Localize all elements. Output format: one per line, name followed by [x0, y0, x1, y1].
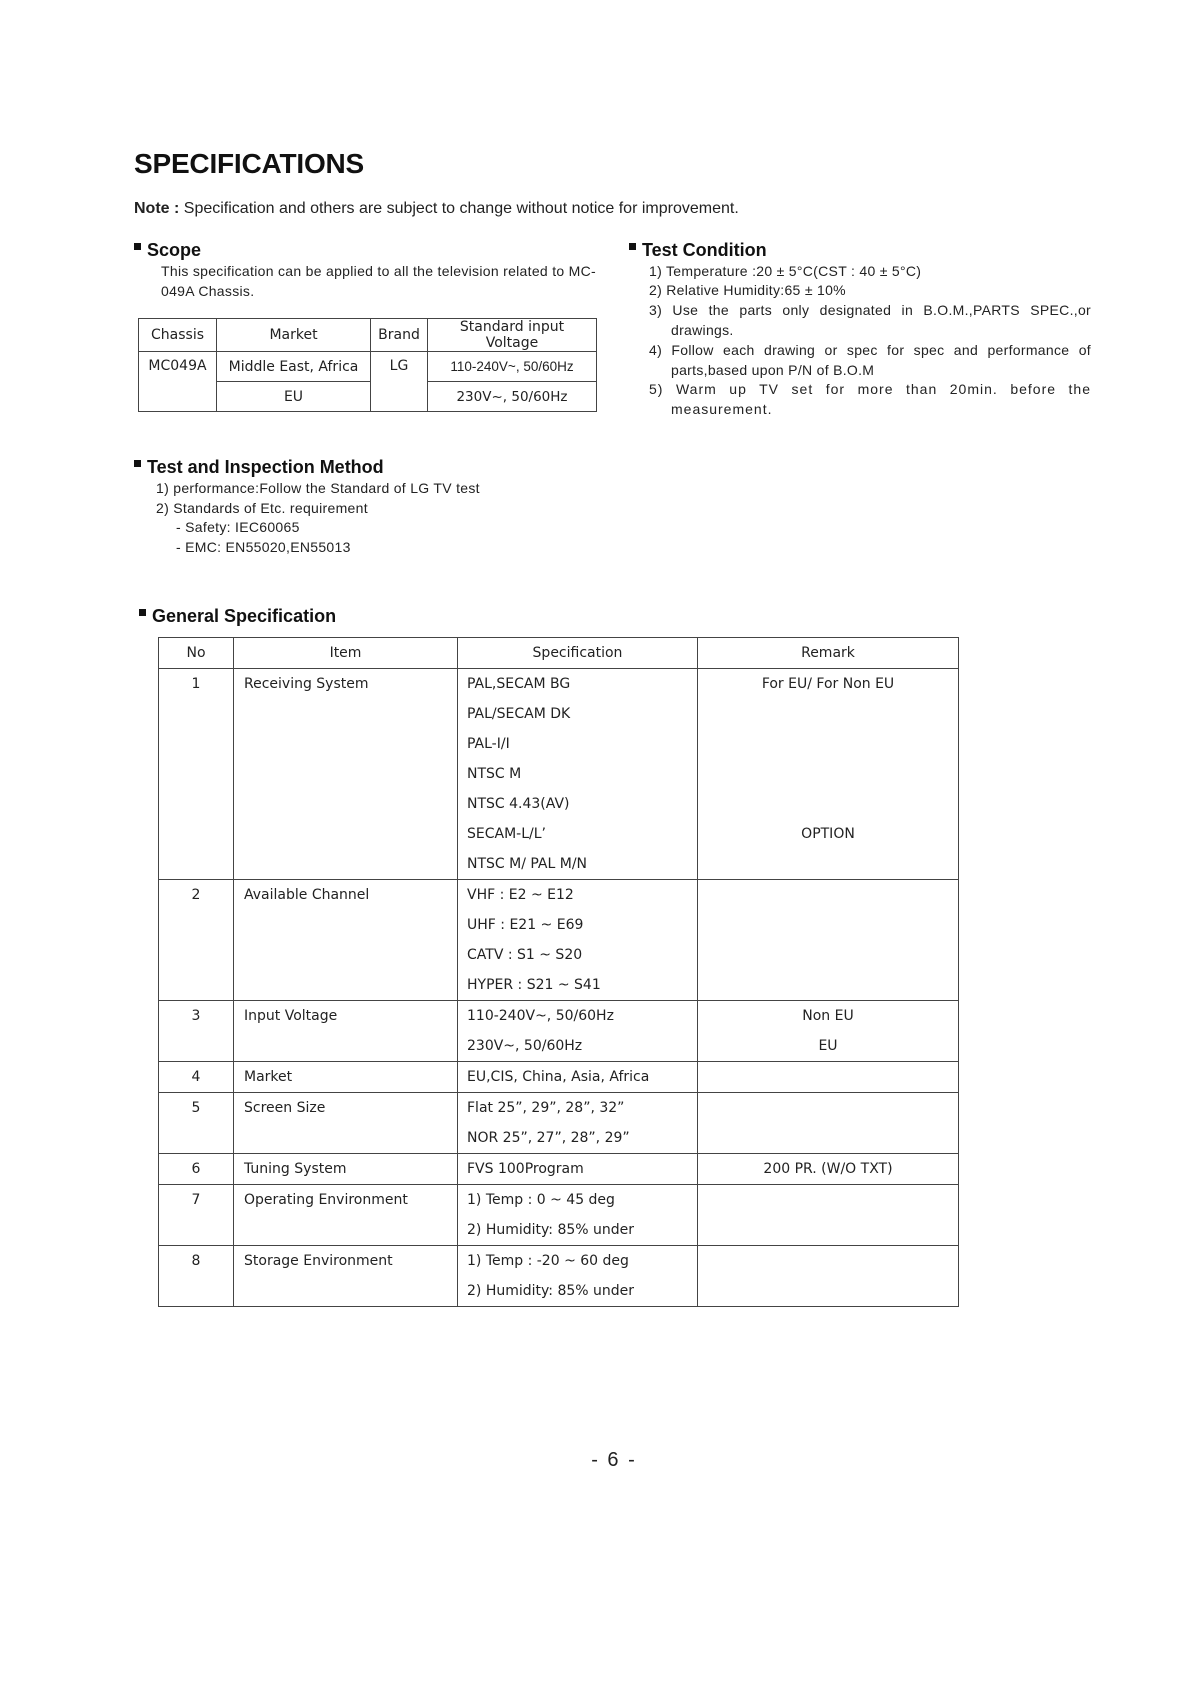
row-item-cell	[234, 699, 458, 729]
row-number-cell	[159, 789, 234, 819]
row-spec-cell: NTSC 4.43(AV)	[458, 789, 698, 819]
row-item-cell	[234, 910, 458, 940]
table-row	[159, 729, 959, 759]
row-spec-cell: PAL/SECAM DK	[458, 699, 698, 729]
scope-market-cell: Middle East, Africa	[217, 352, 371, 382]
scope-header-market: Market	[217, 319, 371, 352]
row-item-cell: Screen Size	[234, 1093, 458, 1124]
header-no: No	[159, 638, 234, 669]
row-item-cell	[234, 819, 458, 849]
table-row	[159, 819, 959, 849]
row-number-cell: 4	[159, 1062, 234, 1093]
table-row	[159, 940, 959, 970]
scope-header-brand: Brand	[371, 319, 428, 352]
row-number-cell	[159, 1123, 234, 1154]
note-label: Note :	[134, 200, 180, 217]
row-spec-cell: VHF : E2 ~ E12	[458, 880, 698, 911]
scope-brand-cell: LG	[371, 352, 428, 412]
row-remark-cell	[698, 1185, 959, 1216]
row-number-cell	[159, 1031, 234, 1062]
table-row	[159, 1276, 959, 1307]
row-spec-cell: CATV : S1 ~ S20	[458, 940, 698, 970]
row-remark-cell	[698, 880, 959, 911]
row-item-cell	[234, 1215, 458, 1246]
general-heading	[139, 606, 336, 627]
row-remark-cell	[698, 699, 959, 729]
row-spec-cell: PAL,SECAM BG	[458, 669, 698, 700]
test-condition-item: 2) Relative Humidity:65 ± 10%	[649, 282, 846, 298]
table-row	[159, 910, 959, 940]
row-spec-cell: NTSC M/ PAL M/N	[458, 849, 698, 880]
bullet-icon	[134, 460, 141, 467]
row-spec-cell: 1) Temp : 0 ~ 45 deg	[458, 1185, 698, 1216]
row-remark-cell	[698, 1062, 959, 1093]
row-number-cell	[159, 819, 234, 849]
table-row	[159, 1215, 959, 1246]
scope-voltage-cell: 230V~, 50/60Hz	[428, 382, 597, 412]
test-condition-heading-text: Test Condition	[642, 240, 767, 260]
test-condition-item: 5) Warm up TV set for more than 20min. before the measurement.	[649, 381, 1091, 417]
row-number-cell: 3	[159, 1001, 234, 1032]
row-number-cell	[159, 1276, 234, 1307]
inspection-item: - Safety: IEC60065	[176, 519, 300, 535]
row-number-cell: 7	[159, 1185, 234, 1216]
row-spec-cell: 1) Temp : -20 ~ 60 deg	[458, 1246, 698, 1277]
table-row	[159, 1001, 959, 1032]
table-row	[159, 699, 959, 729]
scope-heading-text: Scope	[147, 240, 202, 260]
row-remark-cell	[698, 940, 959, 970]
row-number-cell	[159, 940, 234, 970]
bullet-icon	[139, 609, 146, 616]
row-number-cell	[159, 1215, 234, 1246]
row-spec-cell: NTSC M	[458, 759, 698, 789]
row-item-cell	[234, 1276, 458, 1307]
row-spec-cell: 2) Humidity: 85% under	[458, 1215, 698, 1246]
test-condition-heading	[629, 240, 767, 261]
row-item-cell	[234, 1031, 458, 1062]
table-row	[159, 1031, 959, 1062]
inspection-heading	[134, 457, 384, 478]
header-remark: Remark	[698, 638, 959, 669]
row-item-cell	[234, 940, 458, 970]
row-spec-cell: Flat 25”, 29”, 28”, 32”	[458, 1093, 698, 1124]
scope-chassis-cell: MC049A	[139, 352, 217, 412]
row-remark-cell: For EU/ For Non EU	[698, 669, 959, 700]
row-number-cell	[159, 759, 234, 789]
row-item-cell	[234, 1123, 458, 1154]
row-spec-cell: 2) Humidity: 85% under	[458, 1276, 698, 1307]
table-row	[159, 1154, 959, 1185]
row-spec-cell: UHF : E21 ~ E69	[458, 910, 698, 940]
row-remark-cell	[698, 789, 959, 819]
row-item-cell: Operating Environment	[234, 1185, 458, 1216]
scope-voltage-cell: 110-240V~, 50/60Hz	[428, 352, 597, 382]
row-remark-cell	[698, 1123, 959, 1154]
row-number-cell: 8	[159, 1246, 234, 1277]
general-spec-body	[159, 669, 959, 1307]
row-item-cell	[234, 759, 458, 789]
test-condition-item: 1) Temperature :20 ± 5°C(CST : 40 ± 5°C)	[649, 263, 922, 279]
row-item-cell	[234, 970, 458, 1001]
header-item: Item	[234, 638, 458, 669]
row-spec-cell: EU,CIS, China, Asia, Africa	[458, 1062, 698, 1093]
table-row	[159, 849, 959, 880]
general-heading-text: General Specification	[152, 606, 337, 626]
bullet-icon	[134, 243, 141, 250]
table-row	[159, 1246, 959, 1277]
row-remark-cell	[698, 910, 959, 940]
row-remark-cell	[698, 1246, 959, 1277]
scope-market-cell: EU	[217, 382, 371, 412]
row-remark-cell: Non EU	[698, 1001, 959, 1032]
row-item-cell: Receiving System	[234, 669, 458, 700]
row-remark-cell	[698, 729, 959, 759]
scope-header-voltage: Standard input Voltage	[428, 319, 597, 352]
note	[134, 200, 739, 218]
row-remark-cell	[698, 1093, 959, 1124]
test-condition-item: 4) Follow each drawing or spec for spec and performance of parts,based upon P/N of B.O.M	[649, 342, 1091, 378]
table-row	[159, 970, 959, 1001]
row-number-cell	[159, 849, 234, 880]
scope-table	[138, 318, 597, 412]
row-number-cell: 5	[159, 1093, 234, 1124]
row-remark-cell	[698, 759, 959, 789]
table-row	[159, 1093, 959, 1124]
note-text: Specification and others are subject to change without notice for improvement.	[183, 200, 739, 217]
row-item-cell: Tuning System	[234, 1154, 458, 1185]
row-remark-cell	[698, 1215, 959, 1246]
row-spec-cell: SECAM-L/L’	[458, 819, 698, 849]
row-number-cell	[159, 699, 234, 729]
row-item-cell: Input Voltage	[234, 1001, 458, 1032]
row-number-cell: 1	[159, 669, 234, 700]
test-condition-item: 3) Use the parts only designated in B.O.M.,PARTS SPEC.,or drawings.	[649, 302, 1091, 338]
inspection-item: 2) Standards of Etc. requirement	[156, 500, 368, 516]
inspection-item: 1) performance:Follow the Standard of LG TV test	[156, 480, 480, 496]
header-specification: Specification	[458, 638, 698, 669]
scope-heading	[134, 240, 201, 261]
row-remark-cell	[698, 849, 959, 880]
table-row	[159, 669, 959, 700]
row-number-cell	[159, 729, 234, 759]
general-spec-table	[158, 637, 959, 1307]
row-number-cell	[159, 970, 234, 1001]
row-item-cell	[234, 849, 458, 880]
scope-header-chassis: Chassis	[139, 319, 217, 352]
table-row	[159, 789, 959, 819]
table-row	[159, 759, 959, 789]
inspection-item: - EMC: EN55020,EN55013	[176, 539, 351, 555]
row-spec-cell: FVS 100Program	[458, 1154, 698, 1185]
row-remark-cell: OPTION	[698, 819, 959, 849]
table-row	[159, 1185, 959, 1216]
row-spec-cell: NOR 25”, 27”, 28”, 29”	[458, 1123, 698, 1154]
table-row	[159, 1062, 959, 1093]
row-remark-cell: 200 PR. (W/O TXT)	[698, 1154, 959, 1185]
row-item-cell	[234, 729, 458, 759]
page-title: SPECIFICATIONS	[134, 148, 365, 179]
row-number-cell: 2	[159, 880, 234, 911]
inspection-heading-text: Test and Inspection Method	[147, 457, 384, 477]
row-number-cell: 6	[159, 1154, 234, 1185]
page-number: - 6 -	[591, 1449, 637, 1471]
bullet-icon	[629, 243, 636, 250]
row-item-cell: Market	[234, 1062, 458, 1093]
row-remark-cell: EU	[698, 1031, 959, 1062]
row-spec-cell: 110-240V~, 50/60Hz	[458, 1001, 698, 1032]
scope-text: This specification can be applied to all the television related to MC-049A Chassis.	[161, 263, 596, 299]
row-item-cell: Storage Environment	[234, 1246, 458, 1277]
row-spec-cell: HYPER : S21 ~ S41	[458, 970, 698, 1001]
row-number-cell	[159, 910, 234, 940]
row-spec-cell: PAL-I/I	[458, 729, 698, 759]
row-item-cell	[234, 789, 458, 819]
row-item-cell: Available Channel	[234, 880, 458, 911]
row-remark-cell	[698, 1276, 959, 1307]
row-spec-cell: 230V~, 50/60Hz	[458, 1031, 698, 1062]
table-row	[159, 1123, 959, 1154]
row-remark-cell	[698, 970, 959, 1001]
table-row	[159, 880, 959, 911]
